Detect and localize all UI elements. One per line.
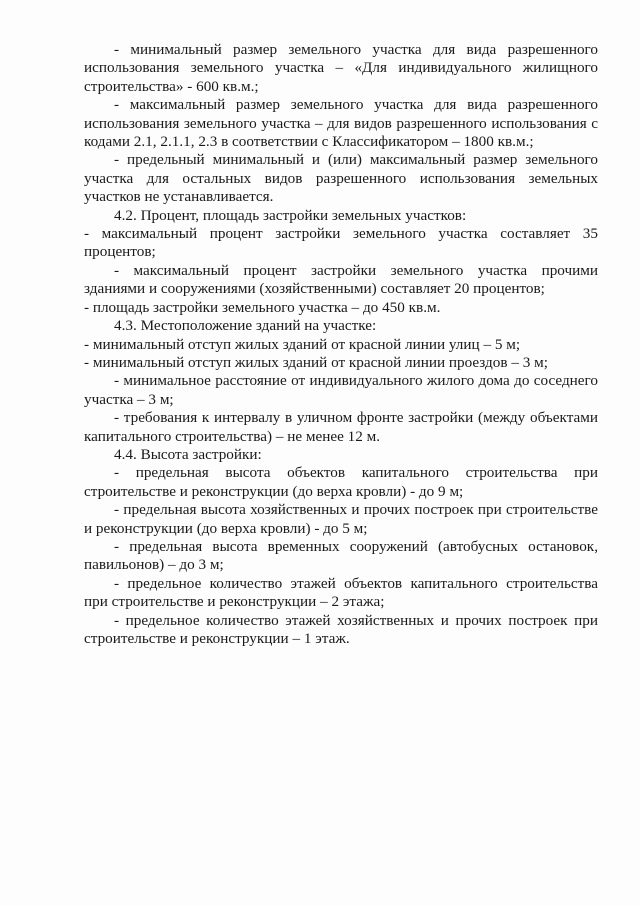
- paragraph-street-front-interval: - требования к интервалу в уличном фронте застройки (между объектами капитального строительства) – не менее 12 м.: [84, 409, 598, 445]
- paragraph-distance-neighbor: - минимальное расстояние от индивидуального жилого дома до соседнего участка – 3 м;: [84, 372, 598, 408]
- paragraph-max-auxiliary-percent: - максимальный процент застройки земельного участка прочими зданиями и сооружениями (хозяйственными) составляет 20 процентов;: [84, 261, 598, 298]
- paragraph-building-area: - площадь застройки земельного участка – до 450 кв.м.: [84, 298, 441, 316]
- paragraph-max-floors-capital: - предельное количество этажей объектов капитального строительства при строительстве и реконструкции – 2 этажа;: [84, 574, 598, 611]
- section-heading-4-4: 4.4. Высота застройки:: [114, 445, 262, 463]
- paragraph-max-plot-size: - максимальный размер земельного участка для вида разрешенного использования земельного участка – для видов разрешенного использования с кодами 2.1, 2.1.1, 2.3 в соответствии с Классификатором – 1800 кв.м.;: [84, 96, 598, 151]
- paragraph-max-building-percent: - максимальный процент застройки земельного участка составляет 35 процентов;: [84, 225, 598, 261]
- paragraph-setback-streets: - минимальный отступ жилых зданий от красной линии улиц – 5 м;: [84, 335, 521, 353]
- section-heading-4-2: 4.2. Процент, площадь застройки земельных участков:: [114, 206, 467, 224]
- paragraph-setback-driveways: - минимальный отступ жилых зданий от красной линии проездов – 3 м;: [84, 353, 548, 371]
- paragraph-max-floors-auxiliary: - предельное количество этажей хозяйственных и прочих построек при строительстве и реконструкции – 1 этаж.: [84, 611, 598, 647]
- paragraph-min-plot-size: - минимальный размер земельного участка для вида разрешенного использования земельного участка – «Для индивидуального жилищного строительства» - 600 кв.м.;: [84, 41, 598, 95]
- paragraph-max-height-capital: - предельная высота объектов капитального строительства при строительстве и реконструкции (до верха кровли) - до 9 м;: [84, 464, 598, 500]
- paragraph-max-height-auxiliary: - предельная высота хозяйственных и прочих построек при строительстве и реконструкции (до верха кровли) - до 5 м;: [84, 501, 598, 537]
- paragraph-other-plot-sizes: - предельный минимальный и (или) максимальный размер земельного участка для остальных видов разрешенного использования земельных участков не устанавливается.: [84, 151, 598, 206]
- section-heading-4-3: 4.3. Местоположение зданий на участке:: [114, 317, 377, 335]
- paragraph-max-height-temporary: - предельная высота временных сооружений (автобусных остановок, павильонов) – до 3 м;: [84, 537, 598, 574]
